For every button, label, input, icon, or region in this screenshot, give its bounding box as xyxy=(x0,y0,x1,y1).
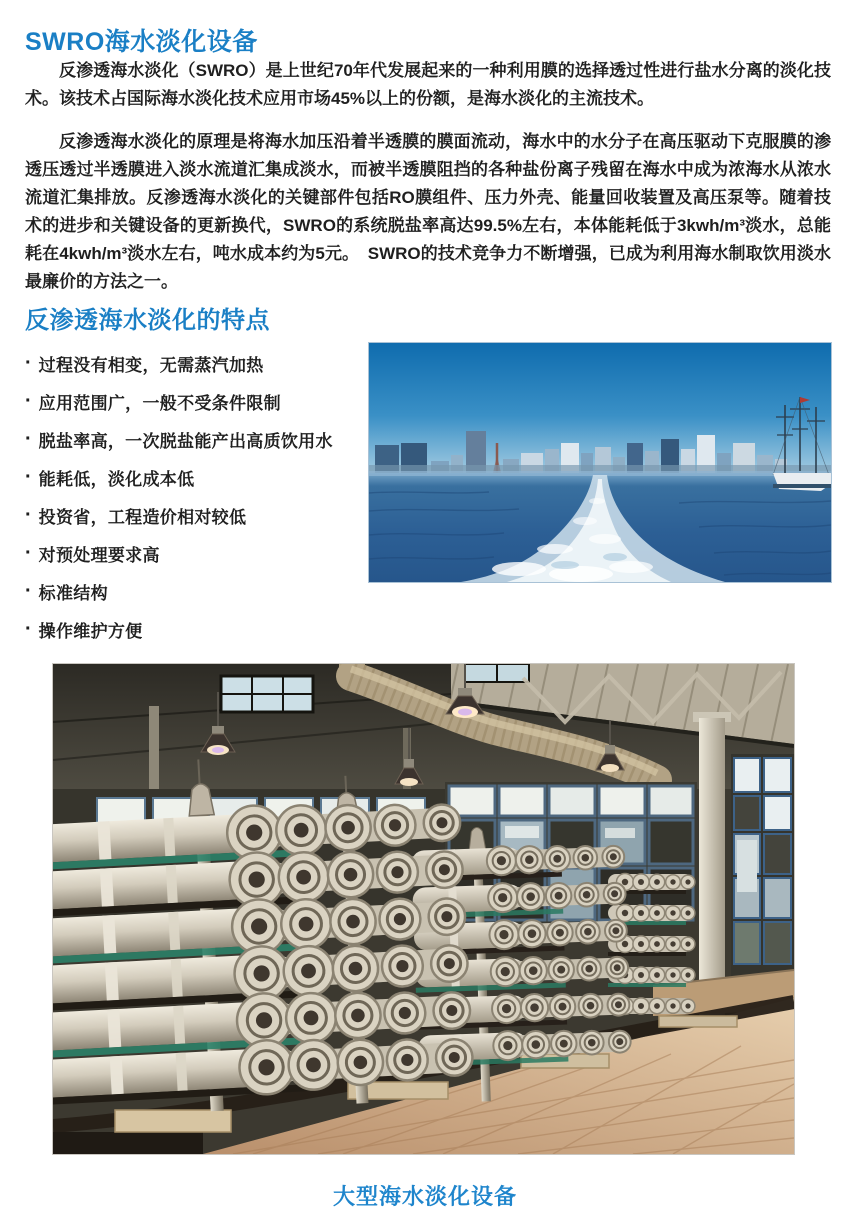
feature-text: 过程没有相变，无需蒸汽加热 xyxy=(38,355,264,375)
feature-text: 应用范围广，一般不受条件限制 xyxy=(38,393,281,413)
feature-item xyxy=(25,496,425,534)
features-list xyxy=(25,344,425,648)
feature-text: 标准结构 xyxy=(38,583,108,603)
right-windows xyxy=(731,754,794,1000)
photo-caption: 大型海水淡化设备 xyxy=(332,1184,517,1209)
intro-paragraph-2: 反渗透海水淡化的原理是将海水加压沿着半透膜的膜面流动，海水中的水分子在高压驱动下克服膜的渗透压透过半透膜进入淡水流道汇集成淡水，而被半透膜阻挡的各种盐份离子残留在海水中成为浓海水从浓水流道汇集排放。反渗透海水淡化的关键部件包括RO膜组件、压力外壳、能量回收装置及高压泵等。随着技术的进步和关键设备的更新换代，SWRO的系统脱盐率高达99.5%左右，本体能耗低于3kwh/m³淡水，总能耗在4kwh/m³淡水左右，吨水成本约为5元。 SWRO的技术竞争力不断增强，已成为利用海水制取饮用淡水最廉价的方法之一。 xyxy=(25,132,831,291)
feature-text: 投资省，工程造价相对较低 xyxy=(38,507,247,527)
bullet-glyph: · xyxy=(25,428,32,450)
feature-item xyxy=(25,458,425,496)
feature-item xyxy=(25,420,425,458)
feature-text: 能耗低，淡化成本低 xyxy=(38,469,195,489)
feature-text: 脱盐率高，一次脱盐能产出高质饮用水 xyxy=(38,431,333,451)
feature-text: 操作维护方便 xyxy=(38,621,143,641)
desalination-plant-photo-graphic xyxy=(53,664,794,1154)
bullet-glyph: · xyxy=(25,466,32,488)
bullet-glyph: · xyxy=(25,504,32,526)
seaside-city-photo xyxy=(368,342,832,583)
page-title: SWRO海水淡化设备 xyxy=(25,28,258,56)
feature-text: 对预处理要求高 xyxy=(38,545,160,565)
feature-item xyxy=(25,610,425,648)
feature-item xyxy=(25,572,425,610)
intro-paragraph-1: 反渗透海水淡化（SWRO）是上世纪70年代发展起来的一种利用膜的选择透过性进行盐水分离的淡化技术。该技术占国际海水淡化技术应用市场45%以上的份额，是海水淡化的主流技术。 xyxy=(25,61,831,108)
features-title: 反渗透海水淡化的特点 xyxy=(25,307,270,334)
bullet-glyph: · xyxy=(25,618,32,640)
bullet-glyph: · xyxy=(25,352,32,374)
bullet-glyph: · xyxy=(25,542,32,564)
desalination-plant-photo xyxy=(52,663,795,1155)
feature-item xyxy=(25,344,425,382)
feature-item xyxy=(25,534,425,572)
bullet-glyph: · xyxy=(25,580,32,602)
seaside-city-photo-graphic xyxy=(369,343,831,582)
bullet-glyph: · xyxy=(25,390,32,412)
feature-item xyxy=(25,382,425,420)
